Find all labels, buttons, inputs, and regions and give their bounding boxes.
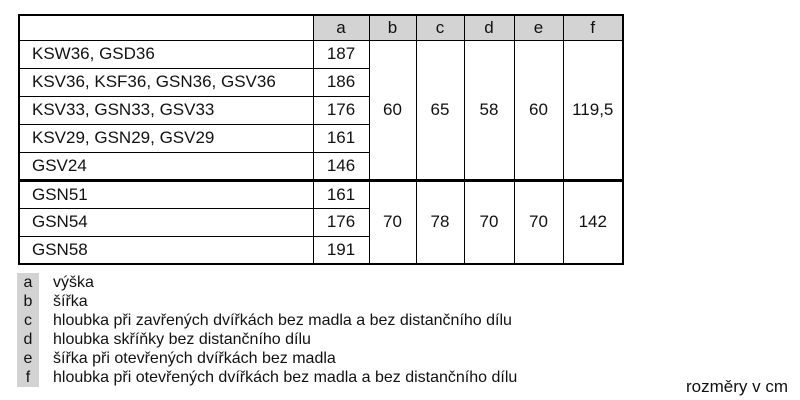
models-cell: GSV24: [19, 152, 313, 180]
models-cell: GSN58: [19, 236, 313, 264]
table-header-row: [19, 15, 623, 40]
value-f-cell: 142: [563, 180, 623, 264]
legend-key-b: b: [17, 292, 39, 311]
legend-label-d: hloubka skříňky bez distančního dílu: [53, 330, 311, 348]
legend-label-e: šířka při otevřených dvířkách bez madla: [53, 349, 336, 367]
header-cell-empty: [19, 15, 313, 40]
legend-key-a: a: [17, 273, 39, 292]
header-cell-e: e: [514, 15, 563, 40]
models-cell: KSV36, KSF36, GSN36, GSV36: [19, 68, 313, 96]
legend-key-c: c: [17, 311, 39, 330]
table-row: [19, 180, 623, 208]
legend: [17, 273, 517, 387]
value-f-cell: 119,5: [563, 40, 623, 180]
legend-item-b: [17, 292, 517, 311]
value-a-cell: 161: [313, 124, 369, 152]
legend-label-b: šířka: [53, 292, 88, 310]
value-d-cell: 58: [464, 40, 514, 180]
value-a-cell: 161: [313, 180, 369, 208]
legend-item-f: [17, 368, 517, 387]
value-a-cell: 191: [313, 236, 369, 264]
value-e-cell: 70: [514, 180, 563, 264]
legend-label-f: hloubka při otevřených dvířkách bez madla a bez distančního dílu: [53, 368, 518, 386]
legend-item-e: [17, 349, 517, 368]
header-cell-d: d: [464, 15, 514, 40]
value-a-cell: 186: [313, 68, 369, 96]
legend-key-e: e: [17, 349, 39, 368]
value-a-cell: 176: [313, 208, 369, 236]
table-row: [19, 40, 623, 68]
models-cell: KSV33, GSN33, GSV33: [19, 96, 313, 124]
legend-item-d: [17, 330, 517, 349]
legend-key-f: f: [17, 368, 39, 387]
value-b-cell: 60: [369, 40, 416, 180]
header-cell-c: c: [416, 15, 464, 40]
dimensions-table: [18, 14, 624, 265]
units-note: rozměry v cm: [686, 377, 788, 396]
value-a-cell: 146: [313, 152, 369, 180]
value-a-cell: 187: [313, 40, 369, 68]
models-cell: KSW36, GSD36: [19, 40, 313, 68]
value-d-cell: 70: [464, 180, 514, 264]
models-cell: KSV29, GSN29, GSV29: [19, 124, 313, 152]
models-cell: GSN54: [19, 208, 313, 236]
legend-label-a: výška: [53, 273, 94, 291]
legend-key-d: d: [17, 330, 39, 349]
models-cell: GSN51: [19, 180, 313, 208]
header-cell-b: b: [369, 15, 416, 40]
value-c-cell: 78: [416, 180, 464, 264]
legend-label-c: hloubka při zavřených dvířkách bez madla a bez distančního dílu: [53, 311, 512, 329]
value-c-cell: 65: [416, 40, 464, 180]
value-a-cell: 176: [313, 96, 369, 124]
legend-item-c: [17, 311, 517, 330]
header-cell-a: a: [313, 15, 369, 40]
value-e-cell: 60: [514, 40, 563, 180]
value-b-cell: 70: [369, 180, 416, 264]
header-cell-f: f: [563, 15, 623, 40]
legend-item-a: [17, 273, 517, 292]
